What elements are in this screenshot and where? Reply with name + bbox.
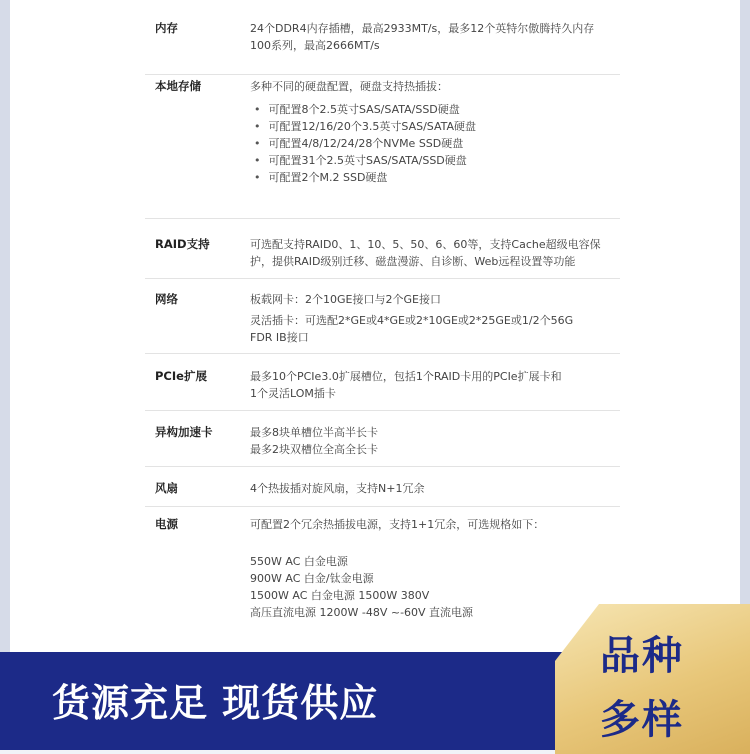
- spacer: [250, 533, 615, 553]
- spec-line: 多种不同的硬盘配置，硬盘支持热插拔：: [250, 80, 448, 93]
- spec-line: 板载网卡：2个10GE接口与2个GE接口: [250, 293, 441, 306]
- spec-line: FDR IB接口: [250, 331, 309, 344]
- spec-content: [250, 236, 615, 270]
- spec-line: 护，提供RAID级别迁移、磁盘漫游、自诊断、Web远程设置等功能: [250, 255, 576, 268]
- spec-line: 1个灵活LOM插卡: [250, 387, 336, 400]
- spec-line: 1500W AC 白金电源 1500W 380V: [250, 589, 430, 602]
- list-item: • 可配置8个2.5英寸SAS/SATA/SSD硬盘: [250, 101, 615, 118]
- spec-line: 高压直流电源 1200W -48V ~-60V 直流电源: [250, 606, 474, 619]
- spec-line: 最多10个PCIe3.0扩展槽位，包括1个RAID卡用的PCIe扩展卡和: [250, 370, 562, 383]
- promo-banner-text: 货源充足 现货供应: [52, 681, 379, 725]
- spec-line: 灵活插卡：可选配2*GE或4*GE或2*10GE或2*25GE或1/2个56G: [250, 314, 574, 327]
- list-item: • 可配置12/16/20个3.5英寸SAS/SATA硬盘: [250, 118, 615, 135]
- badge-text-line2: 多样: [600, 697, 684, 743]
- spec-row-accelerator: [145, 424, 620, 467]
- spec-line: 最多2块双槽位全高全长卡: [250, 443, 378, 456]
- spec-content: [250, 480, 615, 497]
- list-item: • 可配置31个2.5英寸SAS/SATA/SSD硬盘: [250, 152, 615, 169]
- spec-row-power: [145, 516, 620, 656]
- spec-row-fan: [145, 480, 620, 507]
- spec-label: 异构加速卡: [155, 425, 213, 439]
- spec-content: [250, 78, 615, 186]
- spec-line: 最多8块单槽位半高半长卡: [250, 426, 378, 439]
- spec-label: 本地存储: [155, 79, 201, 93]
- spec-content: [250, 516, 615, 621]
- spec-content: [250, 424, 615, 458]
- spec-row-pcie: [145, 368, 620, 411]
- spec-label: 内存: [155, 21, 178, 35]
- spec-label: RAID支持: [155, 237, 210, 251]
- spec-content: [250, 20, 615, 54]
- spec-sheet: [10, 0, 740, 652]
- spec-label: 风扇: [155, 481, 178, 495]
- spec-line: 100系列，最高2666MT/s: [250, 39, 380, 52]
- spec-label: PCIe扩展: [155, 369, 207, 383]
- spec-label: 电源: [155, 517, 178, 531]
- spec-label: 网络: [155, 292, 178, 306]
- spec-content: [250, 368, 615, 402]
- spec-content: [250, 291, 615, 346]
- spec-row-memory: [145, 20, 620, 75]
- list-item: • 可配置2个M.2 SSD硬盘: [250, 169, 615, 186]
- spec-line: 900W AC 白金/钛金电源: [250, 572, 374, 585]
- spec-row-network: [145, 291, 620, 354]
- spec-line: 可配置2个冗余热插拔电源，支持1+1冗余，可选规格如下：: [250, 518, 545, 531]
- badge-text-line1: 品种: [600, 633, 684, 679]
- list-item: • 可配置4/8/12/24/28个NVMe SSD硬盘: [250, 135, 615, 152]
- spec-line: 4个热拔插对旋风扇，支持N+1冗余: [250, 482, 425, 495]
- spec-line: 可选配支持RAID0、1、10、5、50、6、60等，支持Cache超级电容保: [250, 238, 601, 251]
- spec-row-raid: [145, 236, 620, 279]
- spec-line: 550W AC 白金电源: [250, 555, 348, 568]
- spec-line: 24个DDR4内存插槽，最高2933MT/s，最多12个英特尔傲腾持久内存: [250, 22, 595, 35]
- spec-row-storage: [145, 78, 620, 219]
